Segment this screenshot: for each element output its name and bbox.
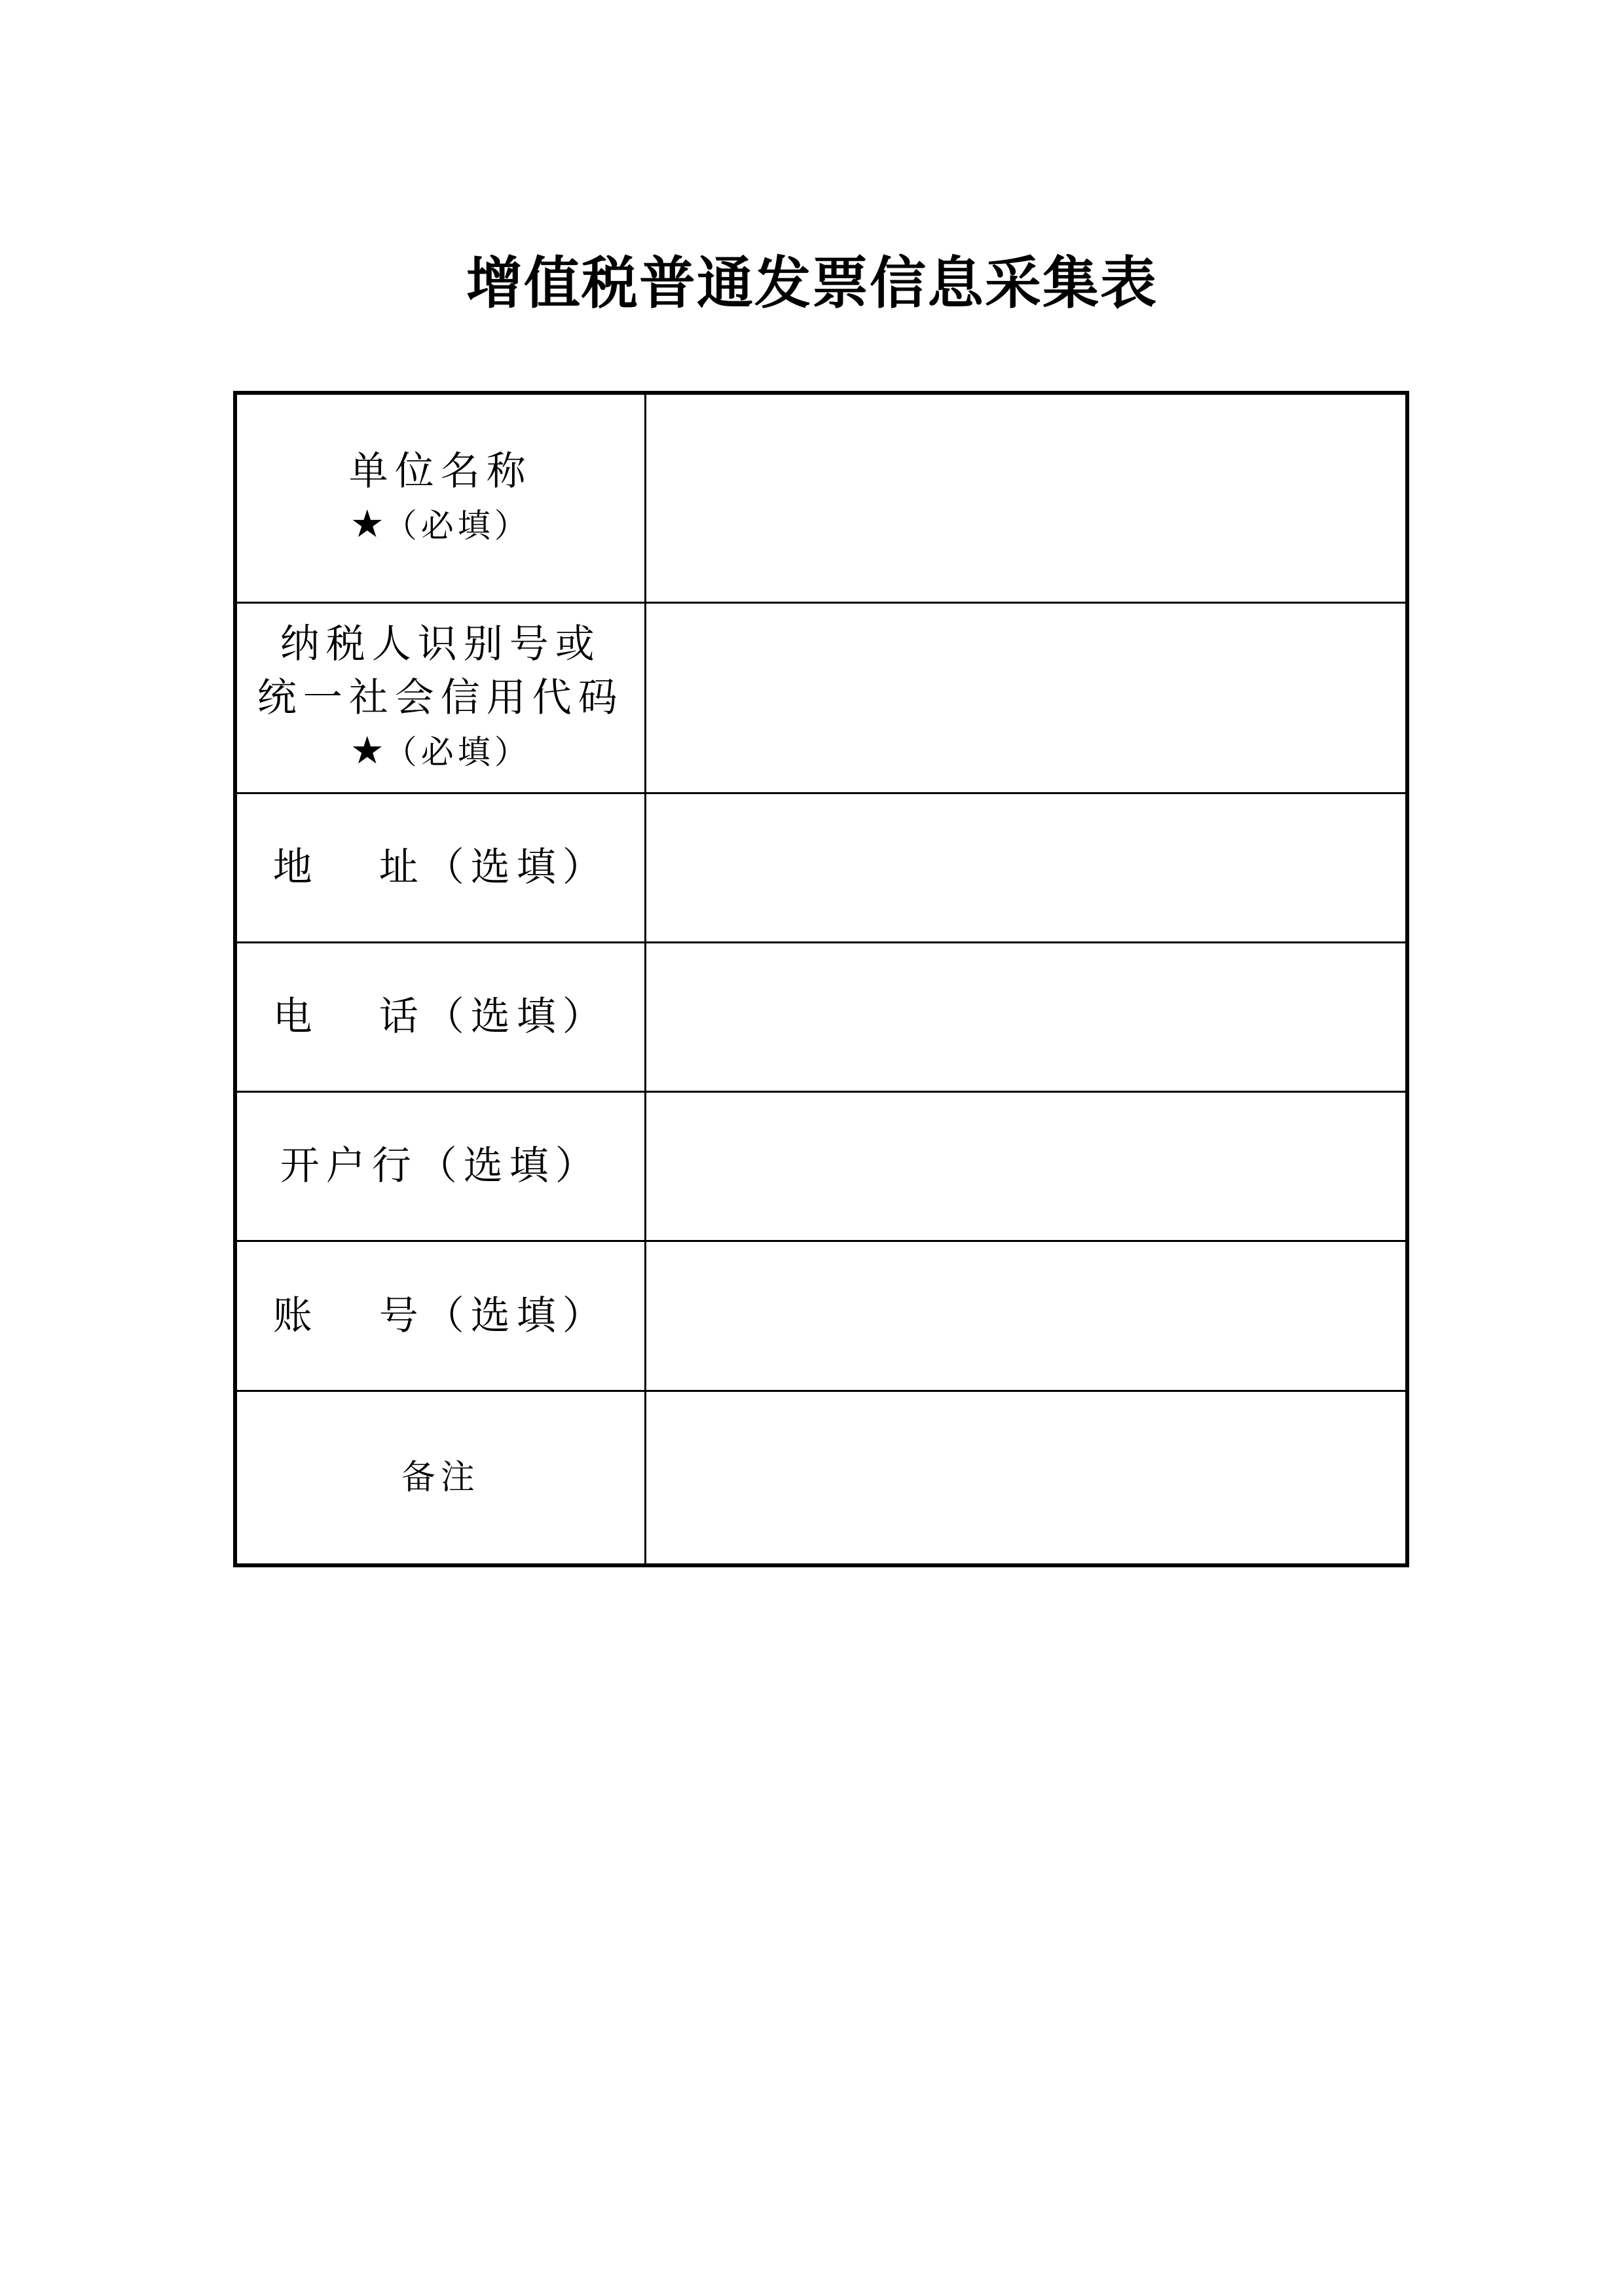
label-text-line-2: 统一社会信用代码	[257, 675, 624, 721]
account-field[interactable]	[646, 1242, 1406, 1390]
label-text-line-1: 纳税人识别号或	[280, 621, 601, 667]
label-text: 单位名称	[348, 448, 532, 495]
label-bank	[235, 1091, 645, 1241]
label-char-1: 电	[272, 994, 319, 1040]
label-char-1: 账	[272, 1292, 319, 1339]
label-address	[235, 793, 645, 942]
required-text: （必填）	[384, 507, 531, 545]
required-note	[237, 498, 644, 551]
required-note	[237, 725, 644, 778]
label-char-2: 址（选填）	[378, 845, 608, 890]
invoice-info-form	[233, 391, 1409, 1567]
label-text: 备注	[401, 1457, 480, 1497]
value-remarks[interactable]	[645, 1391, 1407, 1565]
form-row-taxpayer-id	[235, 602, 1407, 793]
phone-field[interactable]	[646, 943, 1406, 1091]
label-text	[237, 841, 644, 894]
required-text: （必填）	[384, 733, 531, 771]
form-row-account	[235, 1241, 1407, 1391]
form-row-phone	[235, 942, 1407, 1091]
star-icon: ★	[350, 501, 384, 547]
value-phone[interactable]	[645, 942, 1407, 1091]
value-company-name[interactable]	[645, 393, 1407, 602]
label-remarks	[235, 1391, 645, 1565]
taxpayer-id-field[interactable]	[646, 604, 1406, 792]
remarks-field[interactable]	[646, 1392, 1406, 1564]
label-text	[237, 990, 644, 1044]
value-bank[interactable]	[645, 1091, 1407, 1241]
star-icon: ★	[350, 728, 384, 773]
value-address[interactable]	[645, 793, 1407, 942]
company-name-field[interactable]	[646, 395, 1406, 602]
label-char-1: 地	[272, 845, 319, 890]
label-text: 开户行（选填）	[280, 1143, 601, 1189]
form-row-company-name	[235, 393, 1407, 602]
address-field[interactable]	[646, 794, 1406, 941]
label-company-name	[235, 393, 645, 602]
form-row-bank	[235, 1091, 1407, 1241]
value-taxpayer-id[interactable]	[645, 602, 1407, 793]
label-account	[235, 1241, 645, 1391]
label-text	[237, 1289, 644, 1343]
bank-field[interactable]	[646, 1093, 1406, 1240]
label-char-2: 号（选填）	[378, 1292, 608, 1339]
value-account[interactable]	[645, 1241, 1407, 1391]
label-phone	[235, 942, 645, 1091]
page-title: 增值税普通发票信息采集表	[466, 250, 1158, 316]
form-row-address	[235, 793, 1407, 942]
label-taxpayer-id	[235, 602, 645, 793]
label-char-2: 话（选填）	[378, 994, 608, 1040]
form-row-remarks	[235, 1391, 1407, 1565]
